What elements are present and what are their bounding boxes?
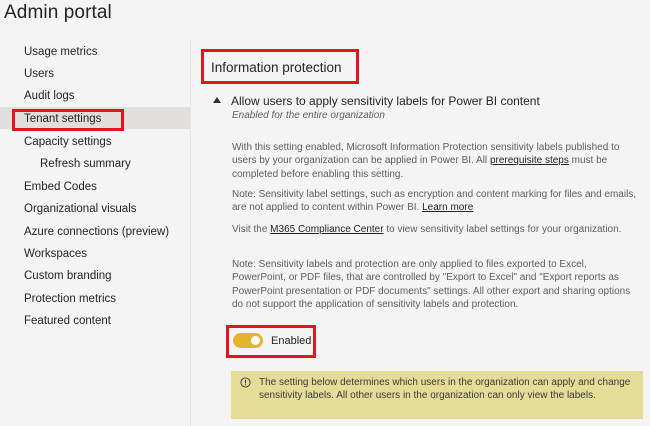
note-text: Note: Sensitivity label settings, such as encryption and content marking for files and emails, are not applied to content within Power BI.: [232, 189, 637, 214]
sidebar-item-protection-metrics[interactable]: Protection metrics: [24, 293, 117, 305]
note-label-settings: [232, 188, 642, 215]
learn-more-link[interactable]: Learn more: [422, 202, 474, 214]
compliance-center-note: [232, 223, 642, 236]
sidebar-item-users[interactable]: Users: [24, 68, 55, 80]
sidebar-item-tenant-settings[interactable]: Tenant settings: [24, 113, 102, 125]
description-tail: must be completed before enabling this setting.: [232, 155, 608, 180]
sidebar-item-embed-codes[interactable]: Embed Codes: [24, 181, 97, 193]
sidebar-item-featured-content[interactable]: Featured content: [24, 315, 111, 327]
description-text: With this setting enabled, Microsoft Information Protection sensitivity labels published to users by your organization can be applied in Power BI. All: [232, 142, 620, 167]
collapse-caret-icon[interactable]: [213, 97, 221, 103]
info-text: The setting below determines which users in the organization can apply and change sensitivity labels. All other users in the organization can only view the labels.: [259, 377, 631, 401]
sidebar-item-refresh-summary[interactable]: Refresh summary: [40, 158, 131, 170]
annotation-box-toggle: [226, 325, 316, 358]
annotation-box-tenant-settings: [12, 109, 124, 131]
info-banner: [231, 371, 643, 419]
sidebar-item-workspaces[interactable]: Workspaces: [24, 248, 88, 260]
toggle-label: Enabled: [271, 334, 312, 347]
setting-header[interactable]: [213, 94, 540, 108]
sidebar-item-organizational-visuals[interactable]: Organizational visuals: [24, 203, 137, 215]
shield-info-icon: [240, 377, 251, 388]
sidebar-item-capacity-settings[interactable]: Capacity settings: [24, 136, 112, 148]
setting-description: [232, 141, 642, 181]
export-note: Note: Sensitivity labels and protection are only applied to files exported to Excel, PowerPoint, or PDF files, that are controlled by "Export to Excel" and "Export reports as PowerPoint presentation or PDF documents" settings. All other export and sharing options do not support the application of sensitivity labels and protection.: [232, 259, 631, 310]
main-content: [191, 40, 650, 426]
setting-subtitle: Enabled for the entire organization: [232, 110, 385, 121]
setting-title: Allow users to apply sensitivity labels for Power BI content: [231, 94, 540, 108]
visit-tail: to view sensitivity label settings for your organization.: [383, 224, 622, 235]
sidebar-item-usage-metrics[interactable]: Usage metrics: [24, 46, 98, 58]
annotation-box-section-title: [201, 49, 359, 84]
page-title: Admin portal: [4, 2, 112, 23]
sidebar-item-custom-branding[interactable]: Custom branding: [24, 270, 112, 282]
visit-text: Visit the: [232, 224, 271, 235]
section-title: Information protection: [211, 60, 342, 75]
sidebar-item-audit-logs[interactable]: Audit logs: [24, 90, 75, 102]
sidebar-item-azure-connections[interactable]: Azure connections (preview): [24, 226, 170, 238]
m365-compliance-center-link[interactable]: M365 Compliance Center: [270, 224, 384, 235]
prerequisite-steps-link[interactable]: prerequisite steps: [489, 155, 569, 167]
